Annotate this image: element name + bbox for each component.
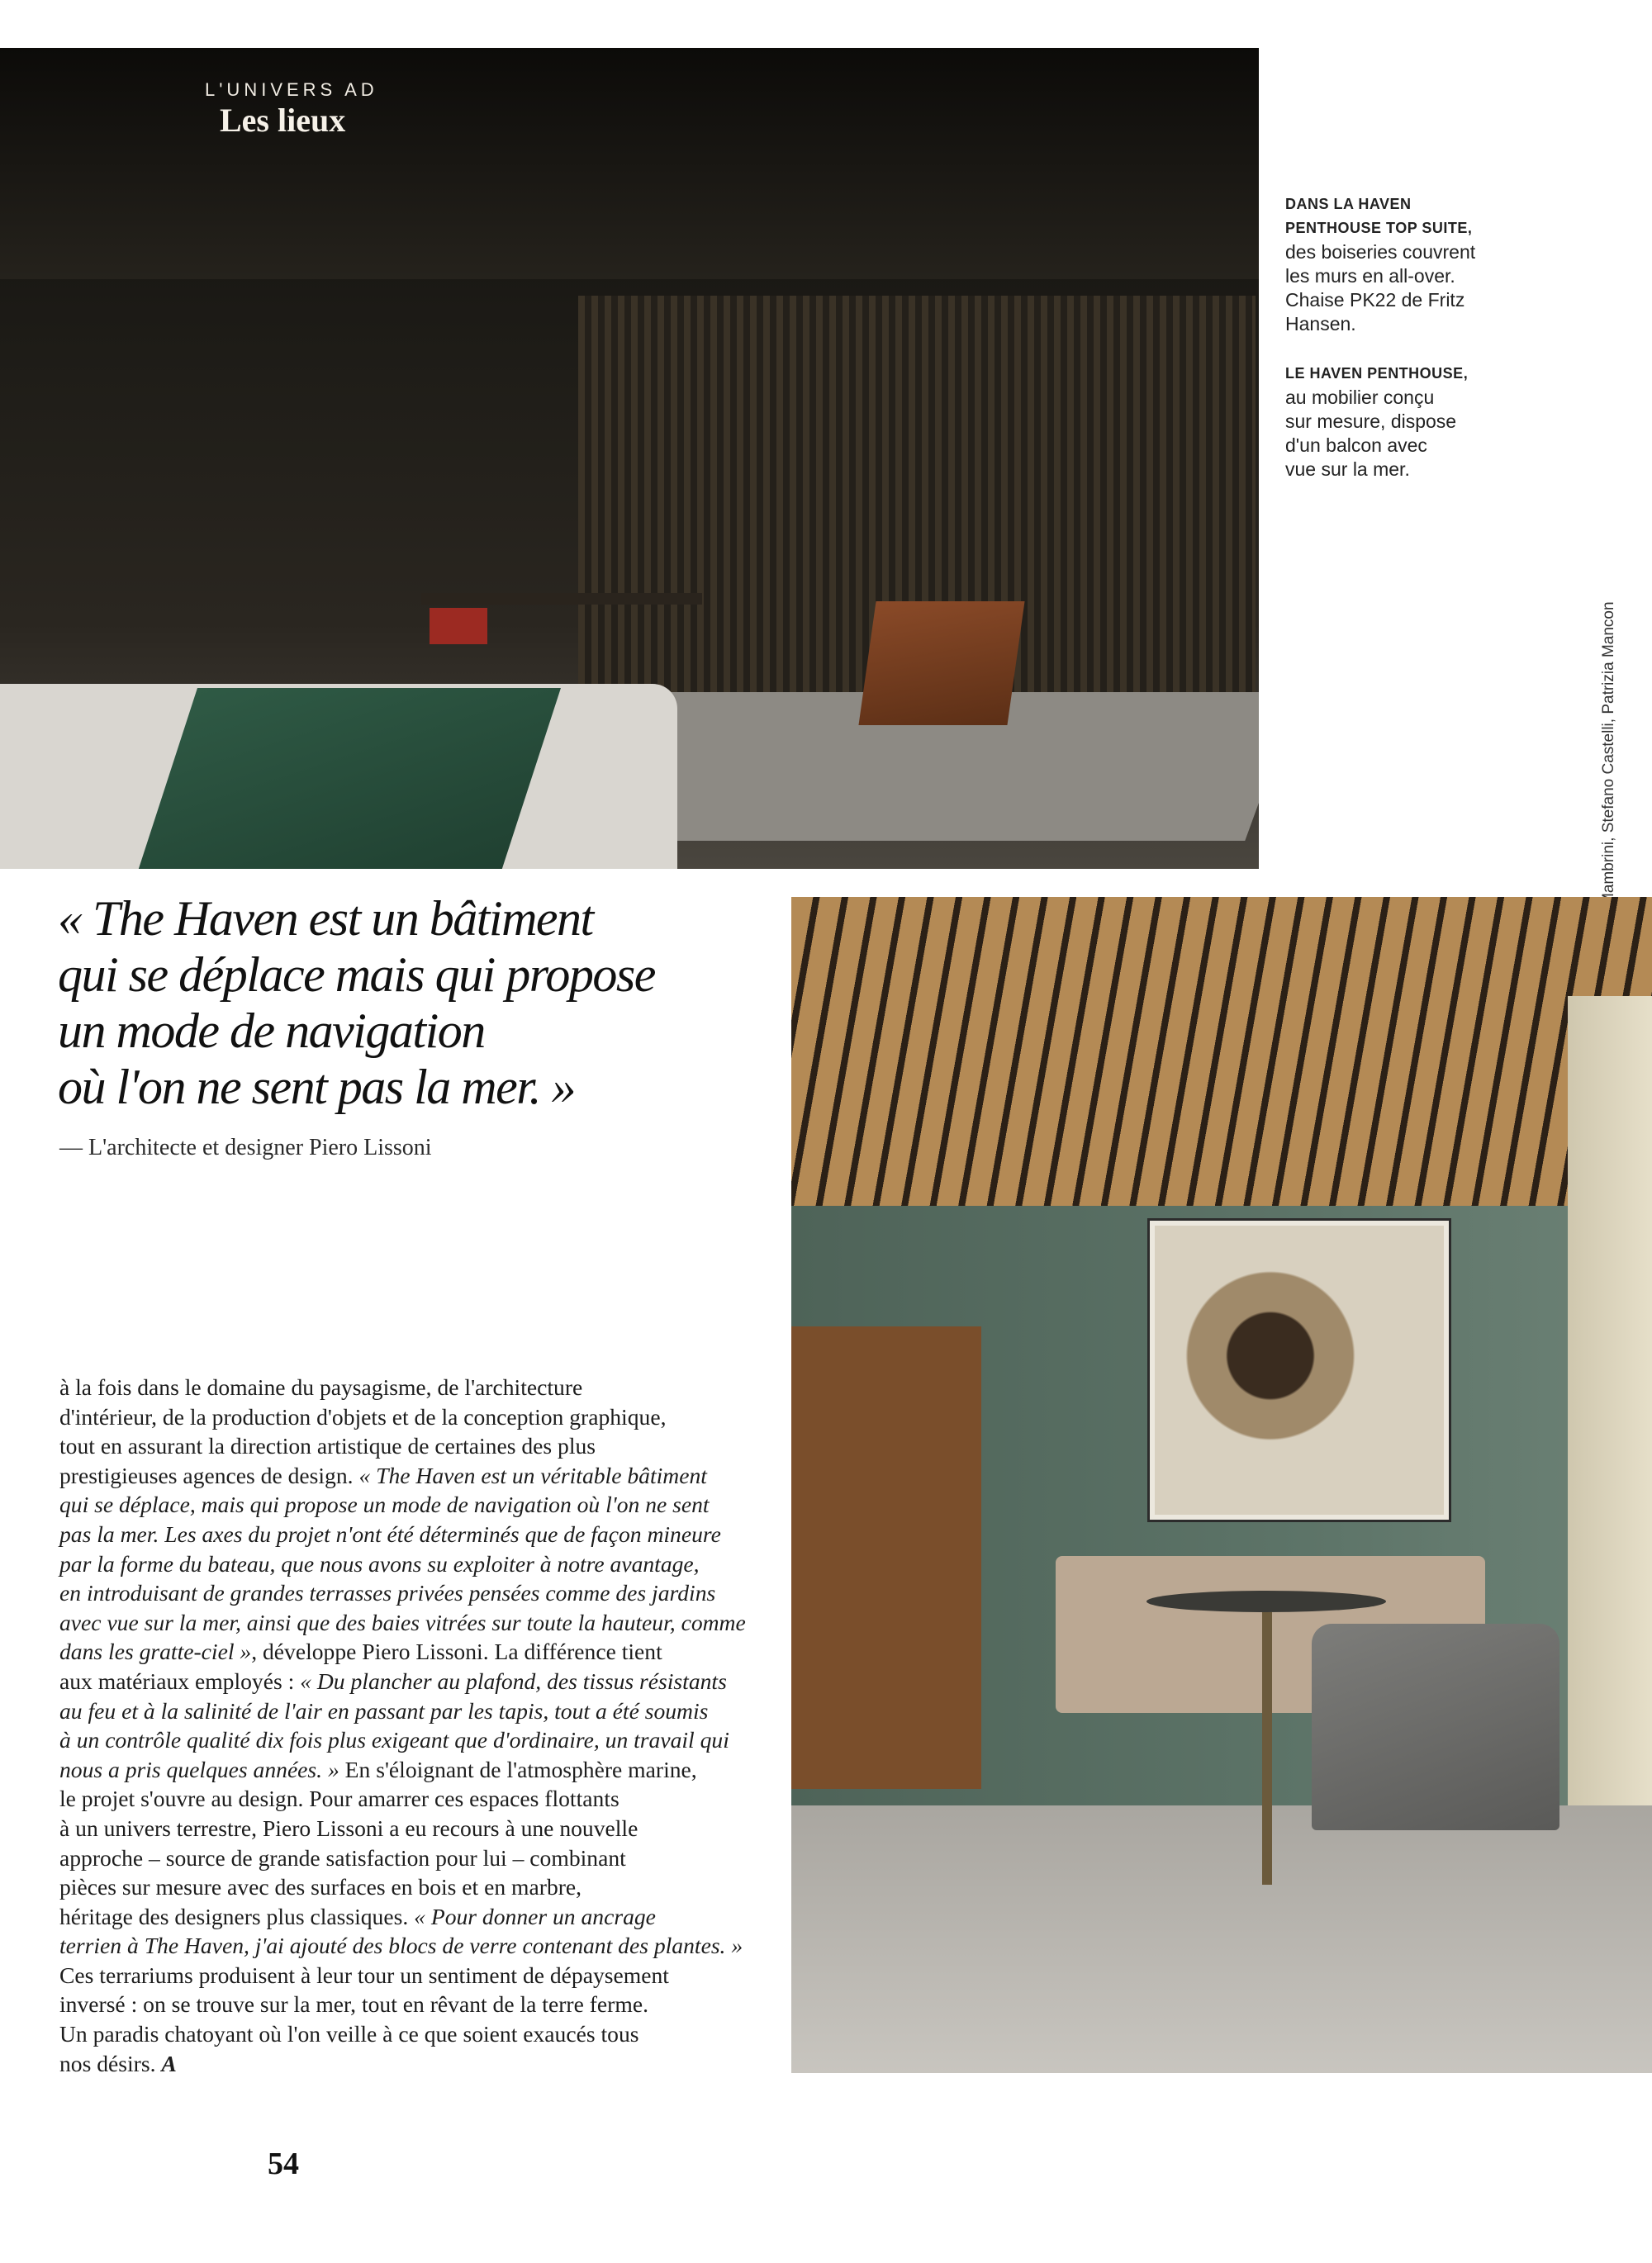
text-line [59, 1755, 771, 1785]
italic-segment: « The Haven est un véritable bâtiment [358, 1462, 707, 1488]
text-line [1285, 434, 1525, 458]
text-segment: d'un balcon avec [1285, 434, 1427, 456]
text-line [59, 1373, 771, 1402]
text-line [59, 1608, 771, 1638]
text-line [59, 1931, 771, 1961]
bottom-photo-penthouse-lounge [791, 897, 1652, 2073]
text-segment: pièces sur mesure avec des surfaces en bois et en marbre, [59, 1874, 582, 1900]
photo-ceiling [0, 48, 1259, 279]
text-segment: à un univers terrestre, Piero Lissoni a eu recours à une nouvelle [59, 1815, 638, 1841]
caption-head: DANS LA HAVEN [1285, 196, 1412, 212]
article-body [59, 1373, 771, 2078]
photo-wood-cabinet [791, 1326, 981, 1789]
italic-segment: par la forme du bateau, que nous avons su exploiter à notre avantage, [59, 1550, 700, 1577]
text-segment: les murs en all-over. [1285, 265, 1455, 287]
top-photo-penthouse-suite [0, 48, 1259, 869]
text-segment: d'intérieur, de la production d'objets et de la conception graphique, [59, 1403, 667, 1430]
text-segment: sur mesure, dispose [1285, 410, 1457, 432]
text-line [59, 1402, 771, 1432]
text-segment: Hansen. [1285, 313, 1356, 334]
italic-segment: au feu et à la salinité de l'air en passant par les tapis, tout a été soumis [59, 1697, 709, 1724]
text-segment: aux matériaux employés : [59, 1668, 301, 1694]
text-segment: Un paradis chatoyant où l'on veille à ce que soient exaucés tous [59, 2021, 639, 2047]
text-line [59, 1431, 771, 1461]
text-segment: des boiseries couvrent [1285, 241, 1476, 263]
text-segment: Ces terrariums produisent à leur tour un sentiment de dépaysement [59, 1962, 669, 1988]
text-segment: prestigieuses agences de design. [59, 1462, 359, 1488]
italic-segment: « Pour donner un ancrage [414, 1903, 656, 1929]
caption-body [1285, 386, 1525, 482]
text-line [1285, 240, 1525, 264]
italic-segment: en introduisant de grandes terrasses privées pensées comme des jardins [59, 1580, 716, 1606]
text-segment: au mobilier conçu [1285, 387, 1435, 408]
text-line [59, 1549, 771, 1579]
text-segment: Chaise [1285, 289, 1350, 311]
section-kicker: L'UNIVERS AD [205, 79, 378, 100]
photo-round-table [1146, 1591, 1386, 1612]
text-line [59, 1461, 771, 1491]
italic-segment: nous a pris quelques années. » [59, 1756, 339, 1782]
text-line [59, 1961, 771, 1990]
pull-quote-line: où l'on ne sent pas la mer. » [58, 1060, 575, 1114]
text-segment: nos désirs. [59, 2050, 162, 2076]
text-line [59, 1784, 771, 1814]
caption-head: LE HAVEN PENTHOUSE, [1285, 365, 1469, 382]
pull-quote-line: qui se déplace mais qui propose [58, 947, 655, 1002]
pull-quote [58, 890, 735, 1115]
text-line [59, 1990, 771, 2019]
text-line [59, 1814, 771, 1843]
italic-segment: pas la mer. Les axes du projet n'ont été déterminés que de façon mineure [59, 1521, 721, 1547]
italic-segment: « Du plancher au plafond, des tissus résistants [300, 1668, 727, 1694]
text-segment: le projet s'ouvre au design. Pour amarrer ces espaces flottants [59, 1786, 620, 1812]
photo-green-throw [133, 688, 561, 869]
photo-caption-2 [1285, 362, 1525, 482]
text-segment: approche – source de grande satisfaction pour lui – combinant [59, 1844, 626, 1871]
text-line [1285, 312, 1525, 336]
photo-caption-1 [1285, 192, 1525, 336]
text-segment: inversé : on se trouve sur la mer, tout en rêvant de la terre ferme. [59, 1991, 648, 2018]
pull-quote-line: « The Haven est un bâtiment [58, 891, 593, 946]
section-title: Les lieux [220, 102, 346, 139]
text-segment: héritage des designers plus classiques. [59, 1903, 415, 1929]
italic-segment: qui se déplace, mais qui propose un mode de navigation où l'on ne sent [59, 1492, 710, 1518]
text-line [59, 1696, 771, 1726]
text-line [59, 2019, 771, 2049]
end-of-article-mark: A [161, 2050, 177, 2076]
photo-pk22-chair [858, 601, 1024, 725]
italic-segment: dans les gratte-ciel » [59, 1639, 252, 1665]
caption-body [1285, 240, 1525, 336]
text-line [59, 1637, 771, 1667]
text-line [59, 2049, 771, 2079]
caption-head: PENTHOUSE TOP SUITE, [1285, 220, 1473, 236]
photo-curtain [1568, 996, 1652, 1905]
italic-segment: PK22 [1349, 289, 1397, 311]
photo-carpet-floor [791, 1805, 1652, 2073]
text-line [1285, 264, 1525, 288]
text-line [59, 1872, 771, 1902]
text-line [59, 1902, 771, 1932]
pull-quote-attribution: — L'architecte et designer Piero Lissoni [59, 1135, 432, 1160]
photo-desk [421, 593, 702, 605]
text-segment: vue sur la mer. [1285, 458, 1410, 480]
text-line [1285, 458, 1525, 482]
text-line [59, 1578, 771, 1608]
text-line [59, 1520, 771, 1549]
italic-segment: terrien à The Haven, j'ai ajouté des blocs de verre contenant des plantes. » [59, 1933, 743, 1959]
photo-slatted-ceiling [791, 897, 1652, 1206]
photo-table-stem [1262, 1612, 1272, 1885]
text-segment: à la fois dans le domaine du paysagisme, de l'architecture [59, 1374, 583, 1400]
italic-segment: avec vue sur la mer, ainsi que des baies vitrées sur toute la hauteur, comme [59, 1609, 746, 1635]
text-line [1285, 386, 1525, 410]
photo-framed-artwork [1150, 1221, 1449, 1520]
text-line [59, 1725, 771, 1755]
text-segment: En s'éloignant de l'atmosphère marine, [339, 1756, 697, 1782]
text-line [59, 1667, 771, 1696]
italic-segment: à un contrôle qualité dix fois plus exigeant que d'ordinaire, un travail qui [59, 1727, 729, 1753]
text-line [1285, 288, 1525, 312]
text-segment: tout en assurant la direction artistique de certaines des plus [59, 1433, 596, 1459]
pull-quote-line: un mode de navigation [58, 1003, 485, 1058]
photo-armchair [1312, 1624, 1559, 1830]
text-segment: de Fritz [1396, 289, 1465, 311]
text-segment: , développe Piero Lissoni. La différence tient [251, 1639, 662, 1665]
page-number: 54 [268, 2147, 299, 2181]
text-line [59, 1490, 771, 1520]
text-line [59, 1843, 771, 1873]
text-line [1285, 410, 1525, 434]
photo-red-drawer [430, 608, 487, 644]
